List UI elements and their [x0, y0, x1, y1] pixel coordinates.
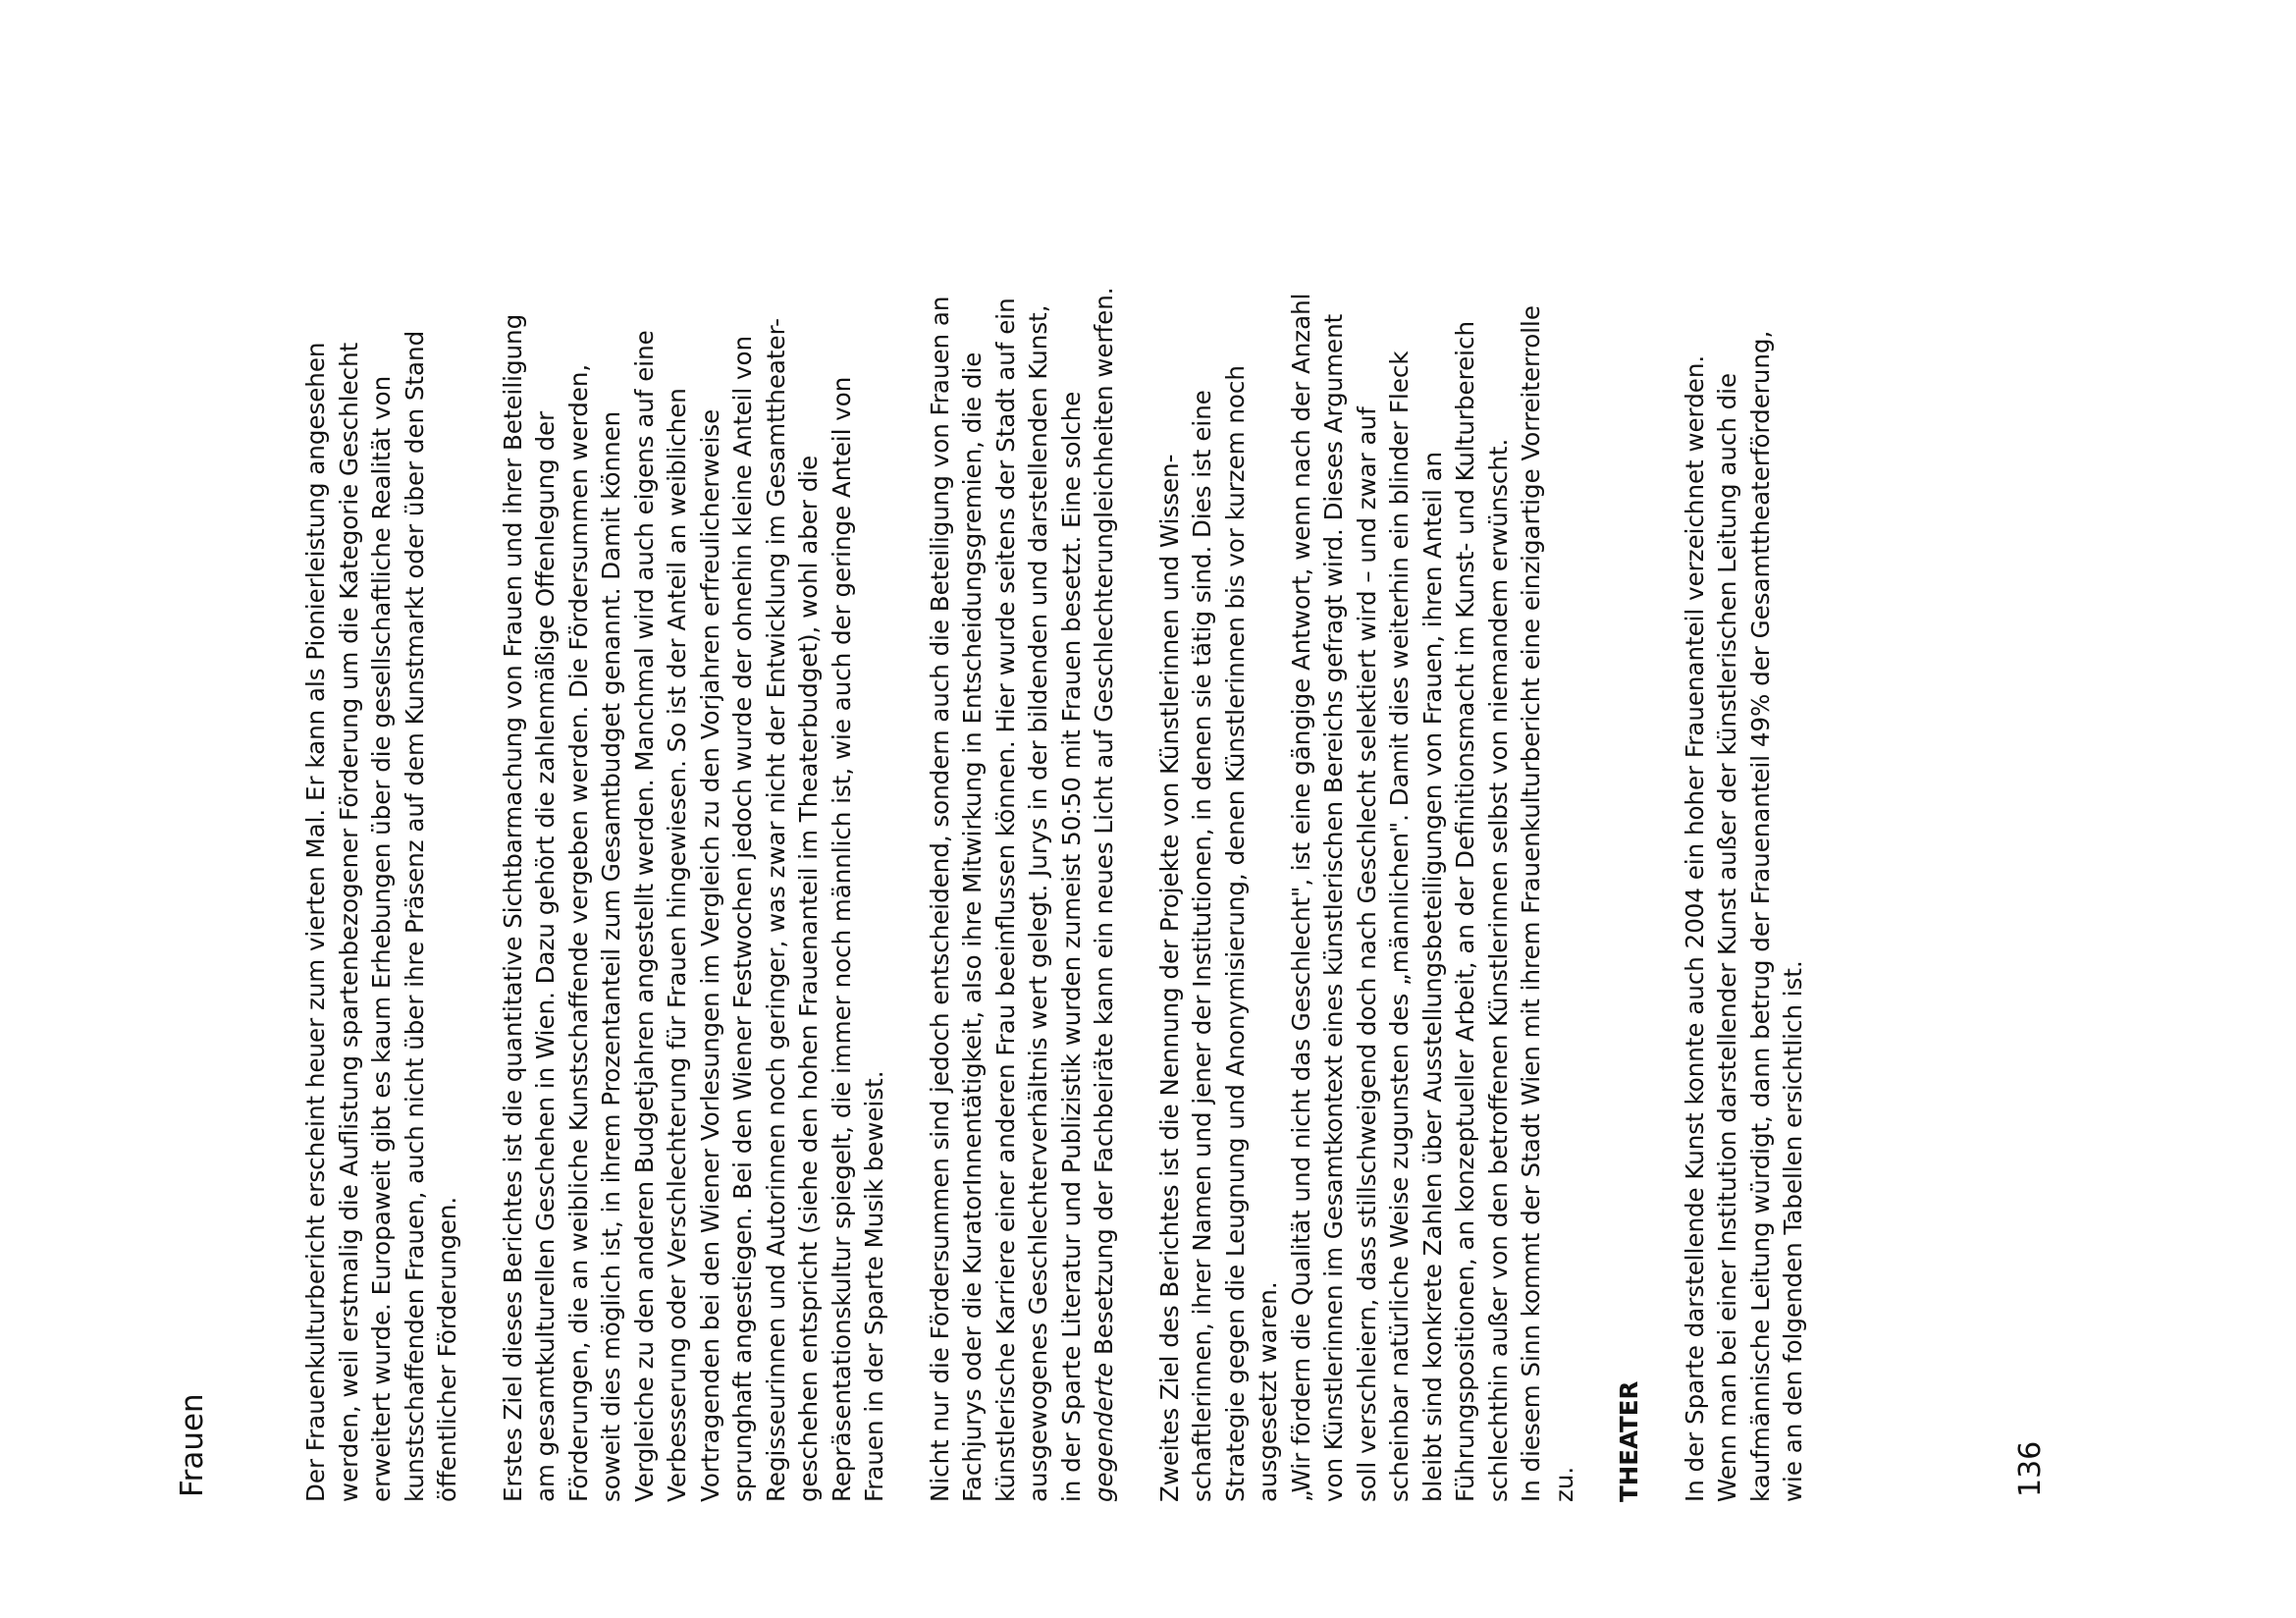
paragraph-intro: Der Frauenkulturbericht erscheint heuer zum vierten Mal. Er kann als Pionierleistung angesehen werden, weil erstmalig die Auflistung spartenbezogener Förderung um die Kategorie Geschlecht erweitert wurde. Europaweit gibt es kaum Erhebungen über die gesellschaftliche Realität von kunstschaffenden Frauen, auch nicht über ihre Präsenz auf dem Kunstmarkt oder über den Stand öffentlicher Förderungen.: [301, 330, 461, 1502]
page-number: 136: [2013, 1440, 2048, 1497]
paragraph-juries-text-b: Besetzung der Fachbeiräte kann ein neues Licht auf Geschlechterungleichheiten werfen.: [1090, 287, 1118, 1363]
emphasis-gegenderte: gegenderte: [1090, 1362, 1118, 1502]
paragraph-theater: In der Sparte darstellende Kunst konnte auch 2004 ein hoher Frauenanteil verzeichnet werden. Wenn man bei einer Institution darstellender Kunst außer der künstlerischen Leitung auch die kaufmännische Leitung würdigt, dann betrug der Frauenanteil 49% der Gesamttheaterförderung, wie an den folgenden Tabellen ersichtlich ist.: [1680, 330, 1807, 1502]
rotated-content: [167, 113, 2061, 1537]
section-heading-theater: THEATER: [1615, 1380, 1643, 1502]
paragraph-juries: [924, 118, 1121, 1502]
body-text: [299, 118, 1842, 1502]
running-head: Frauen: [175, 1393, 210, 1497]
paragraph-juries-text-a: Nicht nur die Fördersummen sind jedoch entscheidend, sondern auch die Beteiligung von Frauen an Fachjurys oder die KuratorInnentätigkeit, also ihre Mitwirkung in Entscheidungsgremien, die die künstlerische Karriere einer anderen Frau beeinflussen können. Hier wurde seitens der Stadt auf ein ausgewogenes Geschlechterverhältnis wert gelegt. Jurys in der bildenden und darstellenden Kunst, in der Sparte Literatur und Publizistik wurden zumeist 50:50 mit Frauen besetzt. Eine solche: [925, 296, 1086, 1502]
paragraph-second-goal: Zweites Ziel des Berichtes ist die Nennung der Projekte von Künstlerinnen und Wissen- schaftlerinnen, ihrer Namen und jener der Institutionen, in denen sie tätig sind. Dies ist eine Strategie gegen die Leugnung und Anonymisierung, denen Künstlerinnen bis vor kurzem noch ausgesetzt waren. „Wir fördern die Qualität und nicht das Geschlecht", ist eine gängige Antwort, wenn nach der Anzahl von Künstlerinnen im Gesamtkontext eines künstlerischen Bereichs gefragt wird. Dieses Argument soll verschleiern, dass stillschweigend doch nach Geschlecht selektiert wird – und zwar auf scheinbar natürliche Weise zugunsten des „männlichen". Damit dies weiterhin ein blinder Fleck bleibt sind konkrete Zahlen über Ausstellungsbeteiligungen von Frauen, ihren Anteil an Führungspositionen, an konzeptueller Arbeit, an der Definitionsmacht im Kunst- und Kulturbereich schlechthin außer von den betroffenen Künstlerinnen selbst von niemandem erwünscht. In diesem Sinn kommt der Stadt Wien mit ihrem Frauenkulturbericht eine einzigartige Vorreiterrolle zu.: [1154, 293, 1578, 1502]
paragraph-first-goal: Erstes Ziel dieses Berichtes ist die quantitative Sichtbarmachung von Frauen und ihrer Beteiligung am gesamtkulturellen Geschehen in Wien. Dazu gehört die zahlenmäßige Offenlegung der Förderungen, die an weibliche Kunstschaffende vergeben werden. Die Fördersummen werden, soweit dies möglich ist, in ihrem Prozentanteil zum Gesamtbudget genannt. Damit können Vergleiche zu den anderen Budgetjahren angestellt werden. Manchmal wird auch eigens auf eine Verbesserung oder Verschlechterung für Frauen hingewiesen. So ist der Anteil an weiblichen Vortragenden bei den Wiener Vorlesungen im Vergleich zu den Vorjahren erfreulicherweise sprunghaft angestiegen. Bei den Wiener Festwochen jedoch wurde der ohnehin kleine Anteil von Regisseurinnen und Autorinnen noch geringer, was zwar nicht der Entwicklung im Gesamttheater- geschehen entspricht (siehe den hohen Frauenanteil im Theaterbudget), wohl aber die Repräsentationskultur spiegelt, die immer noch männlich ist, wie auch der geringe Anteil von Frauen in der Sparte Musik beweist.: [498, 313, 888, 1502]
